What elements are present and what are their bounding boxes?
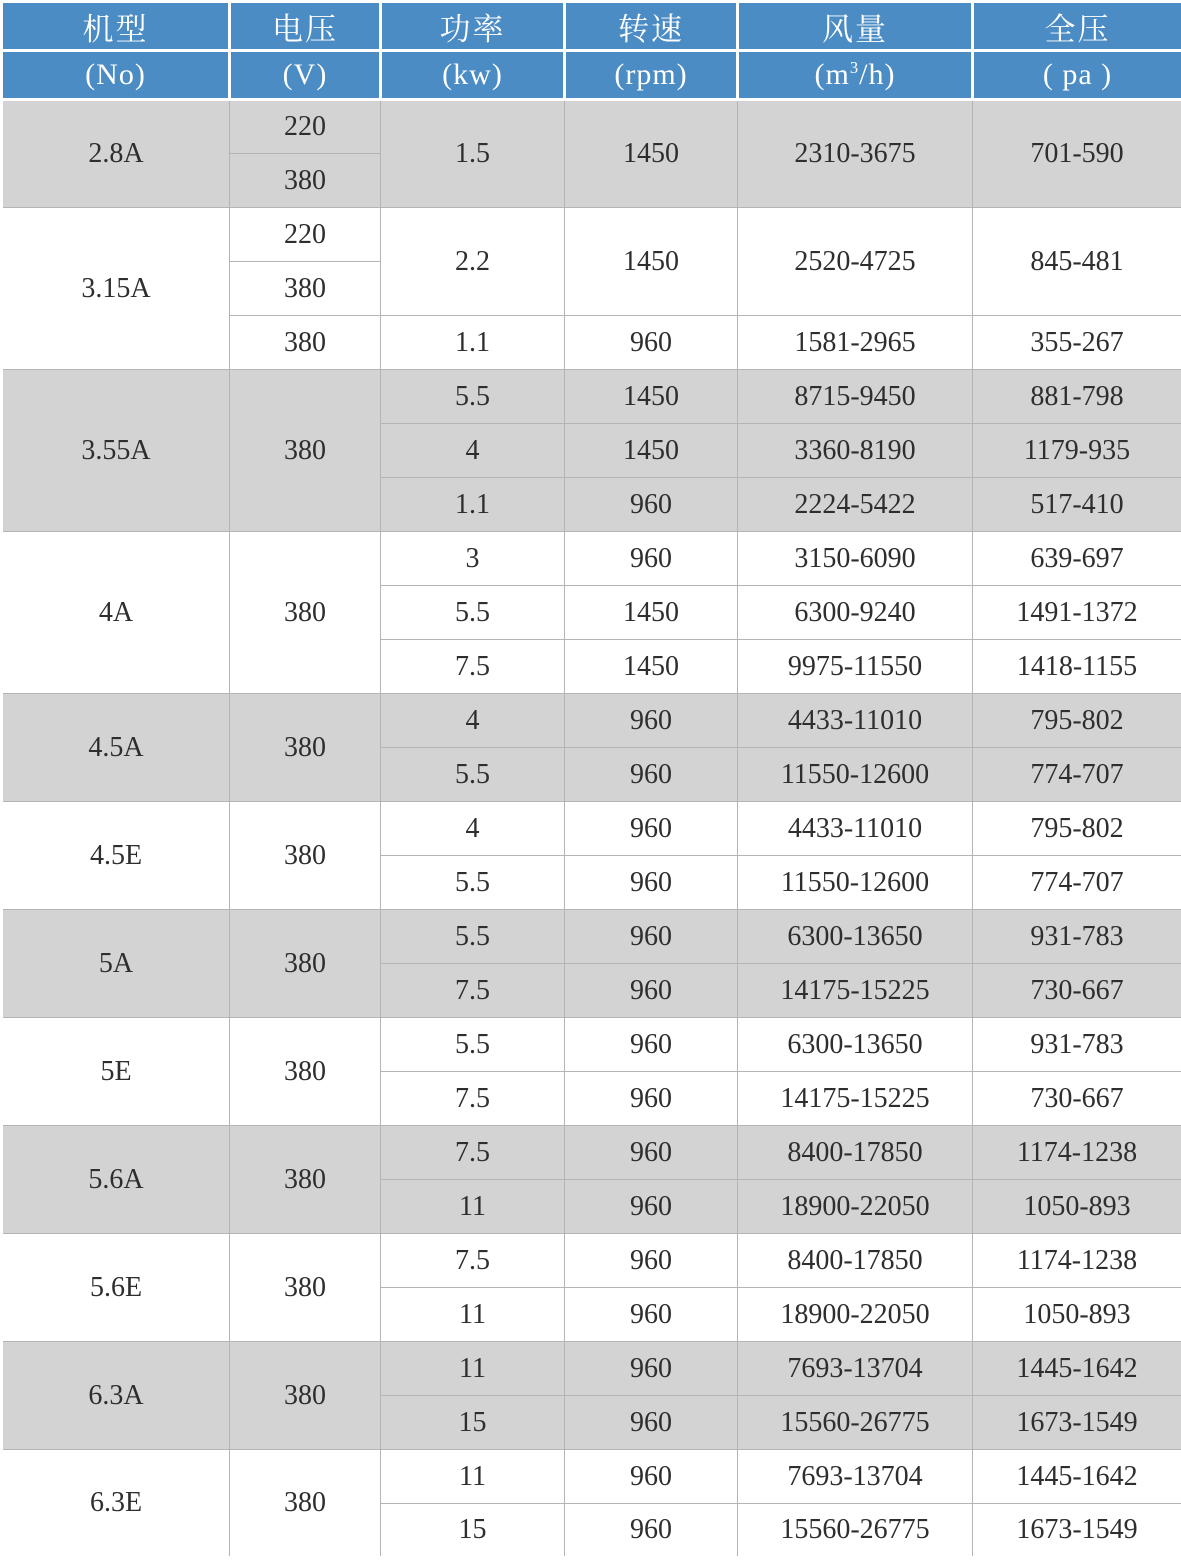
table-row [2,910,1181,964]
cell-airflow: 7693-13704 [738,1450,973,1504]
cell-model: 3.15A [2,208,230,370]
table-row [2,694,1181,748]
cell-pressure: 774-707 [973,856,1181,910]
cell-speed: 960 [565,1342,738,1396]
cell-pressure: 1445-1642 [973,1342,1181,1396]
airflow-unit-post: /h) [859,58,896,91]
cell-pressure: 730-667 [973,964,1181,1018]
col-unit-model: (No) [2,51,230,100]
cell-voltage: 380 [230,154,381,208]
cell-pressure: 1174-1238 [973,1234,1181,1288]
cell-airflow: 14175-15225 [738,1072,973,1126]
cell-power: 5.5 [381,1018,565,1072]
cell-voltage: 380 [230,1126,381,1234]
cell-speed: 960 [565,748,738,802]
cell-pressure: 1179-935 [973,424,1181,478]
cell-airflow: 15560-26775 [738,1396,973,1450]
table-row [2,1018,1181,1072]
cell-pressure: 1174-1238 [973,1126,1181,1180]
cell-power: 7.5 [381,964,565,1018]
cell-speed: 1450 [565,100,738,208]
cell-speed: 960 [565,1288,738,1342]
cell-power: 11 [381,1450,565,1504]
cell-pressure: 931-783 [973,1018,1181,1072]
cell-pressure: 355-267 [973,316,1181,370]
cell-voltage: 220 [230,100,381,154]
table-row [2,802,1181,856]
col-unit-power: (kw) [381,51,565,100]
cell-voltage: 380 [230,316,381,370]
cell-power: 11 [381,1342,565,1396]
col-header-speed: 转速 [565,2,738,51]
table-row [2,1126,1181,1180]
cell-speed: 960 [565,1234,738,1288]
cell-pressure: 701-590 [973,100,1181,208]
cell-airflow: 6300-13650 [738,1018,973,1072]
airflow-unit-pre: (m [814,58,850,91]
cell-power: 15 [381,1396,565,1450]
cell-voltage: 380 [230,694,381,802]
col-unit-airflow [738,51,973,100]
cell-pressure: 1673-1549 [973,1504,1181,1558]
table-row [2,1234,1181,1288]
cell-voltage: 380 [230,1342,381,1450]
cell-pressure: 1445-1642 [973,1450,1181,1504]
col-header-voltage: 电压 [230,2,381,51]
cell-power: 1.5 [381,100,565,208]
cell-pressure: 881-798 [973,370,1181,424]
cell-airflow: 4433-11010 [738,694,973,748]
cell-speed: 1450 [565,370,738,424]
cell-pressure: 1050-893 [973,1288,1181,1342]
table-header [2,2,1181,100]
cell-airflow: 2224-5422 [738,478,973,532]
cell-speed: 960 [565,478,738,532]
cell-airflow: 6300-13650 [738,910,973,964]
airflow-unit-sup: 3 [849,58,860,77]
cell-airflow: 14175-15225 [738,964,973,1018]
col-header-pressure: 全压 [973,2,1181,51]
cell-speed: 1450 [565,586,738,640]
cell-pressure: 1050-893 [973,1180,1181,1234]
cell-power: 5.5 [381,586,565,640]
cell-voltage: 380 [230,370,381,532]
cell-power: 7.5 [381,1126,565,1180]
table-row [2,208,1181,262]
col-unit-speed: (rpm) [565,51,738,100]
cell-speed: 960 [565,802,738,856]
cell-airflow: 3360-8190 [738,424,973,478]
cell-pressure: 639-697 [973,532,1181,586]
cell-pressure: 730-667 [973,1072,1181,1126]
cell-airflow: 3150-6090 [738,532,973,586]
cell-airflow: 8400-17850 [738,1234,973,1288]
cell-power: 7.5 [381,1072,565,1126]
cell-model: 5.6A [2,1126,230,1234]
col-header-model: 机型 [2,2,230,51]
cell-speed: 960 [565,532,738,586]
cell-pressure: 931-783 [973,910,1181,964]
cell-airflow: 2310-3675 [738,100,973,208]
cell-pressure: 1673-1549 [973,1396,1181,1450]
cell-speed: 960 [565,1180,738,1234]
cell-power: 11 [381,1180,565,1234]
cell-voltage: 380 [230,532,381,694]
cell-model: 5A [2,910,230,1018]
cell-power: 5.5 [381,370,565,424]
cell-airflow: 4433-11010 [738,802,973,856]
cell-speed: 960 [565,1126,738,1180]
cell-model: 5E [2,1018,230,1126]
cell-voltage: 380 [230,262,381,316]
cell-voltage: 380 [230,1234,381,1342]
cell-speed: 960 [565,910,738,964]
cell-airflow: 2520-4725 [738,208,973,316]
col-unit-voltage: (V) [230,51,381,100]
cell-model: 5.6E [2,1234,230,1342]
cell-speed: 960 [565,964,738,1018]
cell-power: 7.5 [381,1234,565,1288]
cell-speed: 960 [565,1018,738,1072]
cell-pressure: 795-802 [973,802,1181,856]
table-body [2,100,1181,1558]
cell-speed: 960 [565,856,738,910]
cell-speed: 960 [565,316,738,370]
cell-power: 1.1 [381,478,565,532]
cell-airflow: 1581-2965 [738,316,973,370]
header-row-units [2,51,1181,100]
table-row [2,1342,1181,1396]
cell-pressure: 845-481 [973,208,1181,316]
cell-pressure: 774-707 [973,748,1181,802]
cell-voltage: 380 [230,1450,381,1558]
cell-power: 1.1 [381,316,565,370]
cell-speed: 1450 [565,424,738,478]
cell-speed: 1450 [565,640,738,694]
cell-speed: 960 [565,1072,738,1126]
col-header-power: 功率 [381,2,565,51]
cell-model: 3.55A [2,370,230,532]
cell-power: 4 [381,802,565,856]
cell-speed: 1450 [565,208,738,316]
cell-power: 5.5 [381,856,565,910]
cell-speed: 960 [565,1396,738,1450]
cell-speed: 960 [565,1504,738,1558]
cell-airflow: 6300-9240 [738,586,973,640]
cell-airflow: 9975-11550 [738,640,973,694]
cell-pressure: 517-410 [973,478,1181,532]
cell-power: 3 [381,532,565,586]
cell-model: 2.8A [2,100,230,208]
cell-pressure: 795-802 [973,694,1181,748]
cell-speed: 960 [565,1450,738,1504]
cell-airflow: 8715-9450 [738,370,973,424]
cell-pressure: 1418-1155 [973,640,1181,694]
cell-power: 15 [381,1504,565,1558]
cell-model: 6.3A [2,1342,230,1450]
cell-voltage: 220 [230,208,381,262]
cell-voltage: 380 [230,802,381,910]
table-row [2,1450,1181,1504]
cell-model: 4.5E [2,802,230,910]
cell-airflow: 18900-22050 [738,1288,973,1342]
cell-model: 6.3E [2,1450,230,1558]
cell-airflow: 11550-12600 [738,748,973,802]
cell-voltage: 380 [230,910,381,1018]
cell-power: 2.2 [381,208,565,316]
table-row [2,370,1181,424]
table-row [2,532,1181,586]
cell-power: 4 [381,424,565,478]
cell-power: 11 [381,1288,565,1342]
col-unit-pressure: ( pa ) [973,51,1181,100]
cell-airflow: 11550-12600 [738,856,973,910]
col-header-airflow: 风量 [738,2,973,51]
cell-power: 5.5 [381,910,565,964]
cell-power: 4 [381,694,565,748]
cell-model: 4.5A [2,694,230,802]
table-row [2,100,1181,154]
cell-airflow: 7693-13704 [738,1342,973,1396]
cell-voltage: 380 [230,1018,381,1126]
cell-airflow: 18900-22050 [738,1180,973,1234]
cell-power: 7.5 [381,640,565,694]
cell-airflow: 15560-26775 [738,1504,973,1558]
cell-pressure: 1491-1372 [973,586,1181,640]
cell-speed: 960 [565,694,738,748]
cell-power: 5.5 [381,748,565,802]
cell-airflow: 8400-17850 [738,1126,973,1180]
header-row-titles [2,2,1181,51]
cell-model: 4A [2,532,230,694]
